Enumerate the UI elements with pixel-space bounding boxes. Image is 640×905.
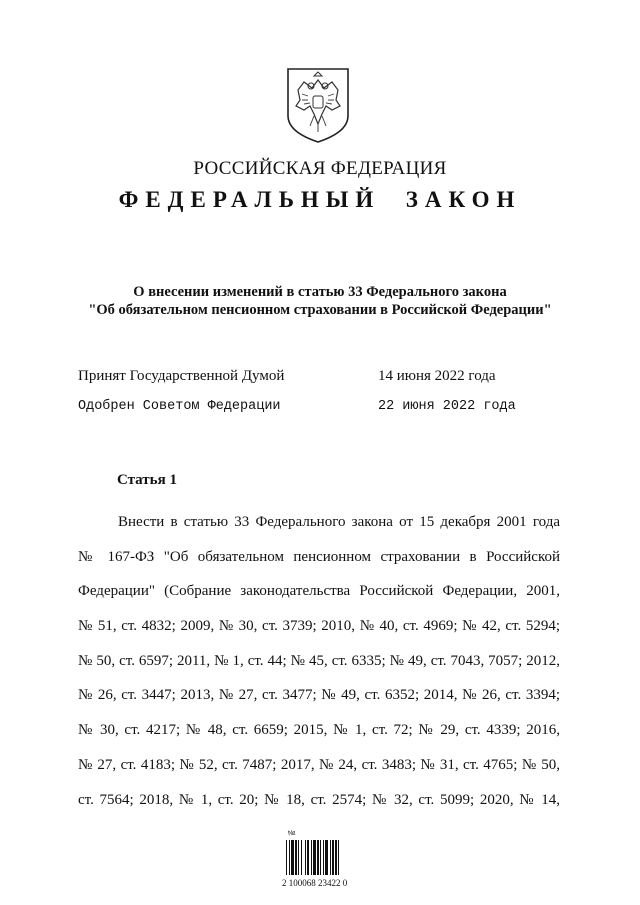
barcode-bar <box>313 840 316 875</box>
barcode-bar <box>311 840 312 875</box>
barcode-bar <box>320 840 321 875</box>
document-barcode <box>282 830 362 890</box>
barcode-bar <box>286 840 287 875</box>
article-line: № 50, ст. 6597; 2011, № 1, ст. 44; № 45, ст. 6335; № 49, ст. 7043, 7057; 2012, <box>78 652 560 669</box>
council-approval-label: Одобрен Советом Федерации <box>78 399 281 414</box>
article-line: ст. 7564; 2018, № 1, ст. 20; № 18, ст. 2574; № 32, ст. 5099; 2020, № 14, <box>78 791 560 808</box>
barcode-bar <box>317 840 319 875</box>
barcode-bar <box>301 840 302 875</box>
barcode-bar <box>325 840 328 875</box>
barcode-bar <box>330 840 331 875</box>
coat-of-arms-emblem <box>284 66 352 144</box>
barcode-bar <box>323 840 324 875</box>
barcode-bar <box>295 840 297 875</box>
article-line: Внести в статью 33 Федерального закона от 15 декабря 2001 года <box>118 514 560 530</box>
article-line: № 51, ст. 4832; 2009, № 30, ст. 3739; 2010, № 40, ст. 4969; № 42, ст. 5294; <box>78 618 560 635</box>
barcode-bar <box>305 840 306 875</box>
country-name: РОССИЙСКАЯ ФЕДЕРАЦИЯ <box>193 158 447 179</box>
article-line: Федерации" (Собрание законодательства Российской Федерации, 2001, <box>78 583 560 600</box>
council-approval-date: 22 июня 2022 года <box>378 399 516 414</box>
barcode-bar <box>307 840 309 875</box>
barcode-mark: № <box>287 829 297 838</box>
law-title-line-1: О внесении изменений в статью 33 Федерального закона <box>133 284 507 300</box>
article-body <box>78 505 560 817</box>
barcode-bar <box>289 840 290 875</box>
barcode-bar <box>298 840 299 875</box>
barcode-icon <box>286 840 358 875</box>
barcode-bar <box>291 840 294 875</box>
article-line: № 30, ст. 4217; № 48, ст. 6659; 2015, № 1, ст. 72; № 29, ст. 4339; 2016, <box>78 722 560 739</box>
barcode-number: 2 100068 23422 0 <box>282 878 348 888</box>
article-line: № 167-ФЗ "Об обязательном пенсионном страховании в Российской <box>78 548 560 565</box>
duma-adoption-date: 14 июня 2022 года <box>378 368 496 384</box>
law-title <box>0 283 640 319</box>
law-title-line-2: "Об обязательном пенсионном страховании в Российской Федерации" <box>88 302 552 318</box>
article-line: № 27, ст. 4183; № 52, ст. 7487; 2017, № 24, ст. 3483; № 31, ст. 4765; № 50, <box>78 756 560 773</box>
barcode-bar <box>335 840 337 875</box>
article-heading: Статья 1 <box>117 472 177 488</box>
duma-adoption-label: Принят Государственной Думой <box>78 368 285 384</box>
document-type: ФЕДЕРАЛЬНЫЙ ЗАКОН <box>118 187 522 212</box>
barcode-bar <box>332 840 334 875</box>
barcode-bar <box>338 840 339 875</box>
article-line: № 26, ст. 3447; 2013, № 27, ст. 3477; № 49, ст. 6352; 2014, № 26, ст. 3394; <box>78 687 560 704</box>
